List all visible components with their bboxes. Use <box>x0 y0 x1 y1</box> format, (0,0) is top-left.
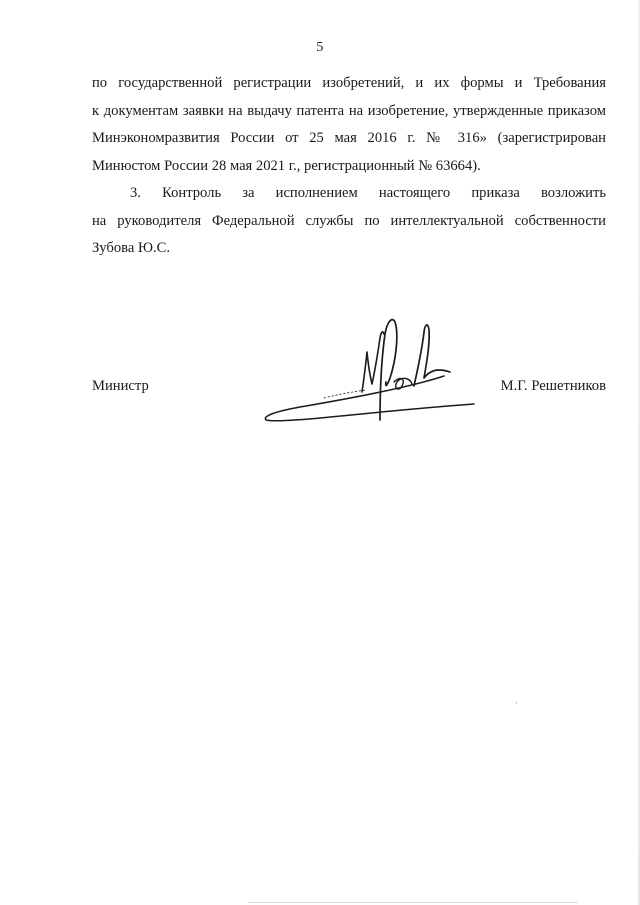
signatory-position: Министр <box>92 378 149 394</box>
paragraph-continuation <box>92 70 606 180</box>
text-line: Минюстом России 28 мая 2021 г., регистрационный № 63664). <box>92 157 481 174</box>
text-line: 3. Контроль за исполнением настоящего приказа возложить <box>130 185 606 201</box>
signatory-name: М.Г. Решетников <box>500 378 606 394</box>
document-body <box>92 70 606 263</box>
paragraph-item-3 <box>92 180 606 263</box>
text-line: по государственной регистрации изобретений, и их формы и Требования <box>92 75 606 91</box>
text-line: Минэкономразвития России от 25 мая 2016 г. № 316» (зарегистрирован <box>92 130 606 146</box>
signature-block <box>92 378 606 408</box>
page-number: 5 <box>316 40 324 55</box>
scan-artifact <box>516 702 517 704</box>
text-line: на руководителя Федеральной службы по интеллектуальной собственности <box>92 212 606 229</box>
handwritten-signature <box>254 312 484 428</box>
scan-bottom-edge <box>248 902 578 903</box>
text-line: к документам заявки на выдачу патента на изобретение, утвержденные приказом <box>92 102 606 119</box>
text-line: Зубова Ю.С. <box>92 240 170 256</box>
